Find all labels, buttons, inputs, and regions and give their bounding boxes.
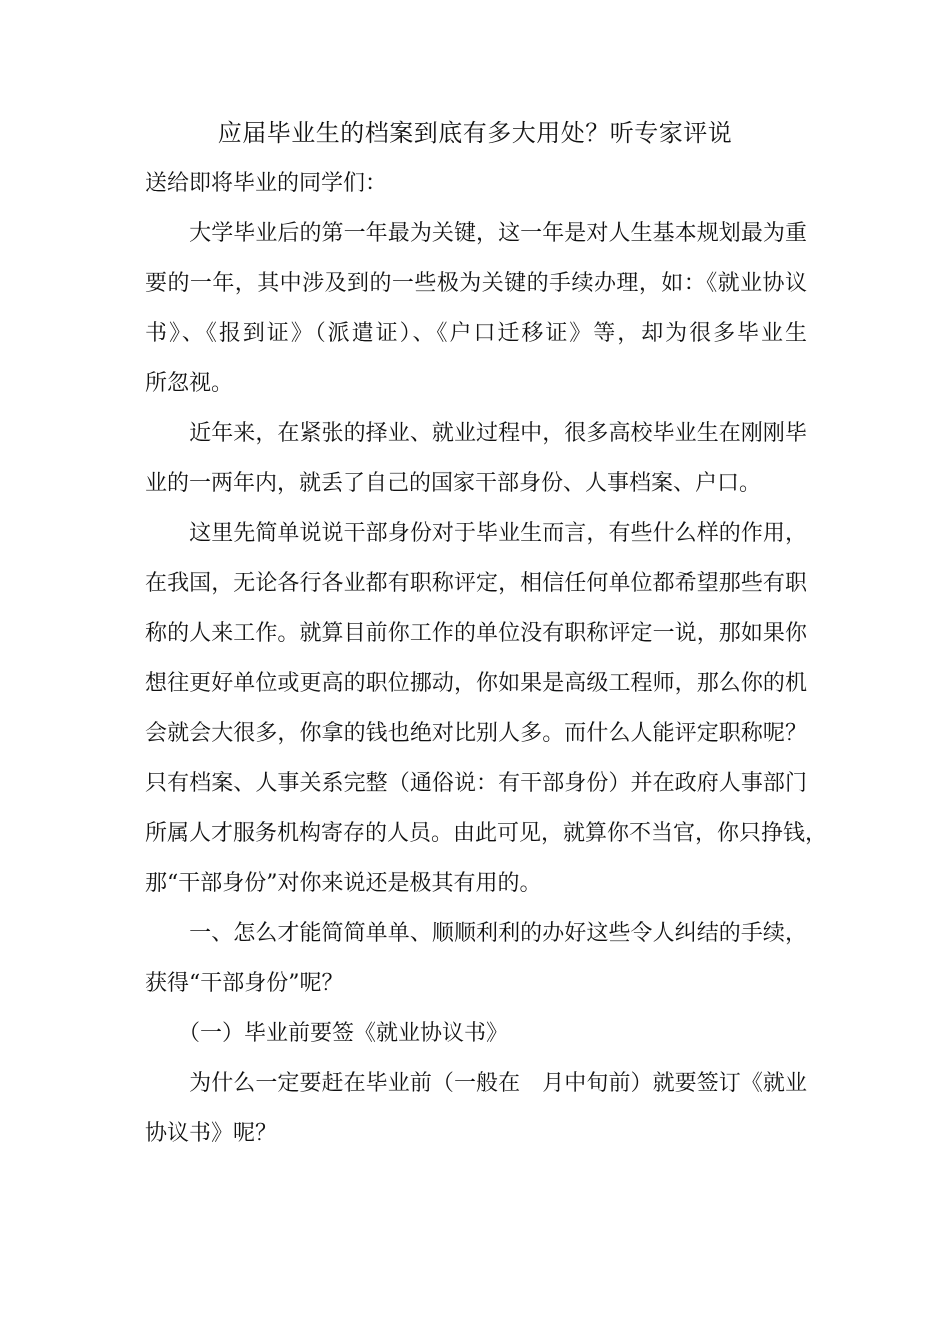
paragraph-3-line-2: 在我国，无论各行各业都有职称评定，相信任何单位都希望那些有职 — [145, 571, 807, 596]
paragraph-3-line-5: 会就会大很多，你拿的钱也绝对比别人多。而什么人能评定职称呢？ — [145, 721, 807, 746]
subsection-heading: （一）毕业前要签《就业协议书》 — [145, 1021, 509, 1046]
paragraph-3-line-3: 称的人来工作。就算目前你工作的单位没有职称评定一说，那如果你 — [145, 621, 807, 646]
section-heading-line-1: 一、怎么才能简简单单、顺顺利利的办好这些令人纠结的手续， — [145, 921, 807, 946]
paragraph-6-line-1: 为什么一定要赶在毕业前（一般在 月中旬前）就要签订《就业 — [145, 1071, 807, 1096]
document-title: 应届毕业生的档案到底有多大用处？听专家评说 — [217, 119, 733, 147]
section-heading-line-2: 获得“干部身份”呢？ — [145, 971, 344, 996]
paragraph-2-line-2: 业的一两年内，就丢了自己的国家干部身份、人事档案、户口。 — [145, 471, 762, 496]
paragraph-6-line-2: 协议书》呢？ — [145, 1121, 278, 1146]
paragraph-3-line-6: 只有档案、人事关系完整（通俗说：有干部身份）并在政府人事部门 — [145, 771, 807, 796]
paragraph-3-line-8: 那“干部身份”对你来说还是极其有用的。 — [145, 871, 542, 896]
paragraph-3-line-4: 想往更好单位或更高的职位挪动，你如果是高级工程师，那么你的机 — [145, 671, 807, 696]
paragraph-3-line-1: 这里先简单说说干部身份对于毕业生而言，有些什么样的作用， — [145, 521, 807, 546]
paragraph-2-line-1: 近年来，在紧张的择业、就业过程中，很多高校毕业生在刚刚毕 — [145, 421, 807, 446]
paragraph-1-line-3: 书》、《报到证》（派遣证）、《户口迁移证》等，却为很多毕业生 — [145, 321, 807, 346]
paragraph-3-line-7: 所属人才服务机构寄存的人员。由此可见，就算你不当官，你只挣钱， — [145, 821, 828, 846]
paragraph-1-line-1: 大学毕业后的第一年最为关键，这一年是对人生基本规划最为重 — [145, 221, 807, 246]
paragraph-1-line-4: 所忽视。 — [145, 371, 234, 396]
paragraph-1-line-2: 要的一年，其中涉及到的一些极为关键的手续办理，如：《就业协议 — [145, 271, 807, 296]
greeting-line: 送给即将毕业的同学们： — [145, 171, 388, 196]
